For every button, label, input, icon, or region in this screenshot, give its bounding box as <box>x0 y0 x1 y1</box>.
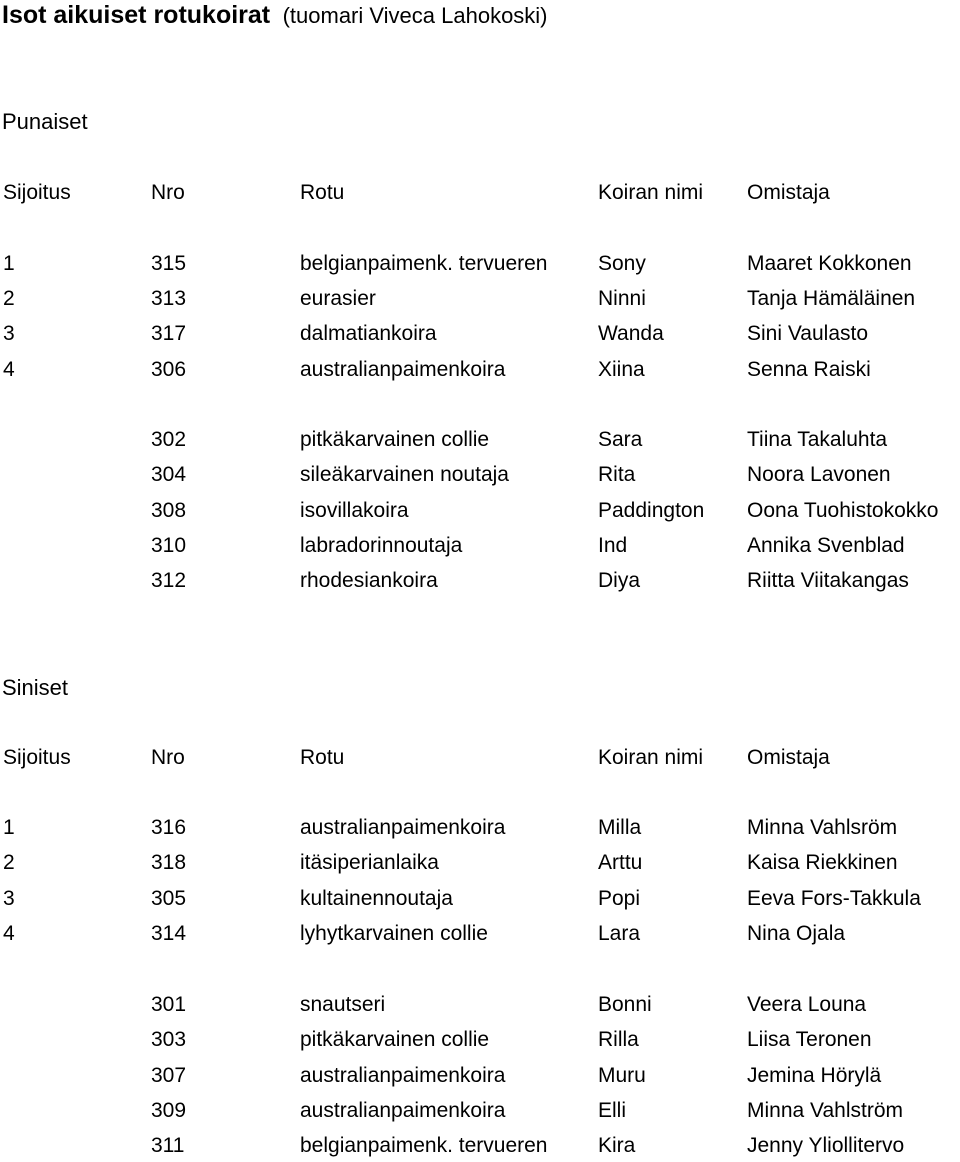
place-cell: 3 <box>3 322 15 345</box>
place-cell: 2 <box>3 287 15 310</box>
table-row <box>0 1096 960 1126</box>
breed-cell: dalmatiankoira <box>300 322 437 345</box>
nro-cell: 304 <box>151 463 187 486</box>
nro-cell: 310 <box>151 534 187 557</box>
nro-cell: 317 <box>151 322 187 345</box>
breed-cell: lyhytkarvainen collie <box>300 922 488 945</box>
dog-name-cell: Popi <box>598 887 641 910</box>
dog-name-cell: Milla <box>598 816 642 839</box>
breed-cell: kultainennoutaja <box>300 887 453 910</box>
place-cell: 2 <box>3 851 15 874</box>
page-title-judge: (tuomari Viveca Lahokoski) <box>282 3 548 28</box>
page-title-main: Isot aikuiset rotukoirat <box>2 1 271 29</box>
owner-cell: Veera Louna <box>747 993 867 1016</box>
table-row <box>0 990 960 1020</box>
breed-cell: australianpaimenkoira <box>300 1064 506 1087</box>
dog-name-cell: Kira <box>598 1134 636 1157</box>
breed-cell: labradorinnoutaja <box>300 534 463 557</box>
column-header-owner: Omistaja <box>747 181 830 204</box>
table-row <box>0 813 960 843</box>
column-header-place: Sijoitus <box>3 746 71 769</box>
nro-cell: 306 <box>151 358 187 381</box>
owner-cell: Jenny Yliollitervo <box>747 1134 905 1157</box>
dog-name-cell: Paddington <box>598 499 705 522</box>
owner-cell: Sini Vaulasto <box>747 322 869 345</box>
nro-cell: 301 <box>151 993 187 1016</box>
table-row <box>0 496 960 526</box>
table-row <box>0 425 960 455</box>
nro-cell: 307 <box>151 1064 187 1087</box>
nro-cell: 305 <box>151 887 187 910</box>
section-heading-punaiset: Punaiset <box>2 109 88 134</box>
owner-cell: Maaret Kokkonen <box>747 252 912 275</box>
table-row <box>0 531 960 561</box>
table-header-punaiset <box>0 178 960 208</box>
nro-cell: 314 <box>151 922 187 945</box>
owner-cell: Minna Vahlström <box>747 1099 904 1122</box>
dog-name-cell: Diya <box>598 569 641 592</box>
owner-cell: Nina Ojala <box>747 922 846 945</box>
table-row <box>0 919 960 949</box>
dog-name-cell: Xiina <box>598 358 645 381</box>
owner-cell: Oona Tuohistokokko <box>747 499 939 522</box>
owner-cell: Eeva Fors-Takkula <box>747 887 921 910</box>
place-cell: 1 <box>3 816 15 839</box>
owner-cell: Jemina Hörylä <box>747 1064 882 1087</box>
table-row <box>0 566 960 596</box>
dog-name-cell: Rilla <box>598 1028 639 1051</box>
owner-cell: Noora Lavonen <box>747 463 891 486</box>
nro-cell: 308 <box>151 499 187 522</box>
dog-name-cell: Elli <box>598 1099 627 1122</box>
dog-name-cell: Ind <box>598 534 628 557</box>
table-row <box>0 848 960 878</box>
owner-cell: Minna Vahlsröm <box>747 816 898 839</box>
dog-name-cell: Rita <box>598 463 636 486</box>
breed-cell: sileäkarvainen noutaja <box>300 463 509 486</box>
column-header-breed: Rotu <box>300 746 345 769</box>
column-header-nro: Nro <box>151 181 185 204</box>
dog-name-cell: Arttu <box>598 851 643 874</box>
breed-cell: belgianpaimenk. tervueren <box>300 252 548 275</box>
column-header-dog-name: Koiran nimi <box>598 746 704 769</box>
place-cell: 3 <box>3 887 15 910</box>
nro-cell: 311 <box>151 1134 185 1157</box>
table-row <box>0 884 960 914</box>
breed-cell: australianpaimenkoira <box>300 816 506 839</box>
breed-cell: australianpaimenkoira <box>300 1099 506 1122</box>
place-cell: 1 <box>3 252 15 275</box>
breed-cell: pitkäkarvainen collie <box>300 428 490 451</box>
table-header-siniset <box>0 743 960 773</box>
nro-cell: 302 <box>151 428 187 451</box>
nro-cell: 303 <box>151 1028 187 1051</box>
place-cell: 4 <box>3 922 15 945</box>
column-header-place: Sijoitus <box>3 181 71 204</box>
breed-cell: australianpaimenkoira <box>300 358 506 381</box>
nro-cell: 315 <box>151 252 187 275</box>
column-header-breed: Rotu <box>300 181 345 204</box>
breed-cell: isovillakoira <box>300 499 409 522</box>
table-row <box>0 460 960 490</box>
breed-cell: belgianpaimenk. tervueren <box>300 1134 548 1157</box>
nro-cell: 318 <box>151 851 187 874</box>
table-row <box>0 319 960 349</box>
owner-cell: Senna Raiski <box>747 358 871 381</box>
breed-cell: eurasier <box>300 287 376 310</box>
table-row <box>0 355 960 385</box>
nro-cell: 316 <box>151 816 187 839</box>
breed-cell: pitkäkarvainen collie <box>300 1028 490 1051</box>
place-cell: 4 <box>3 358 15 381</box>
nro-cell: 309 <box>151 1099 187 1122</box>
table-row <box>0 1025 960 1055</box>
table-row <box>0 1061 960 1091</box>
table-row <box>0 284 960 314</box>
owner-cell: Liisa Teronen <box>747 1028 872 1051</box>
dog-name-cell: Sony <box>598 252 646 275</box>
nro-cell: 313 <box>151 287 187 310</box>
dog-name-cell: Sara <box>598 428 643 451</box>
page-title <box>2 0 548 30</box>
dog-name-cell: Bonni <box>598 993 652 1016</box>
section-heading-siniset: Siniset <box>2 675 69 700</box>
dog-name-cell: Wanda <box>598 322 664 345</box>
nro-cell: 312 <box>151 569 187 592</box>
table-row <box>0 1131 960 1161</box>
owner-cell: Kaisa Riekkinen <box>747 851 898 874</box>
dog-name-cell: Muru <box>598 1064 646 1087</box>
column-header-nro: Nro <box>151 746 185 769</box>
owner-cell: Tanja Hämäläinen <box>747 287 916 310</box>
column-header-owner: Omistaja <box>747 746 830 769</box>
dog-name-cell: Lara <box>598 922 641 945</box>
breed-cell: snautseri <box>300 993 386 1016</box>
table-row <box>0 249 960 279</box>
column-header-dog-name: Koiran nimi <box>598 181 704 204</box>
owner-cell: Tiina Takaluhta <box>747 428 888 451</box>
owner-cell: Annika Svenblad <box>747 534 905 557</box>
dog-name-cell: Ninni <box>598 287 646 310</box>
owner-cell: Riitta Viitakangas <box>747 569 909 592</box>
breed-cell: rhodesiankoira <box>300 569 438 592</box>
breed-cell: itäsiperianlaika <box>300 851 439 874</box>
